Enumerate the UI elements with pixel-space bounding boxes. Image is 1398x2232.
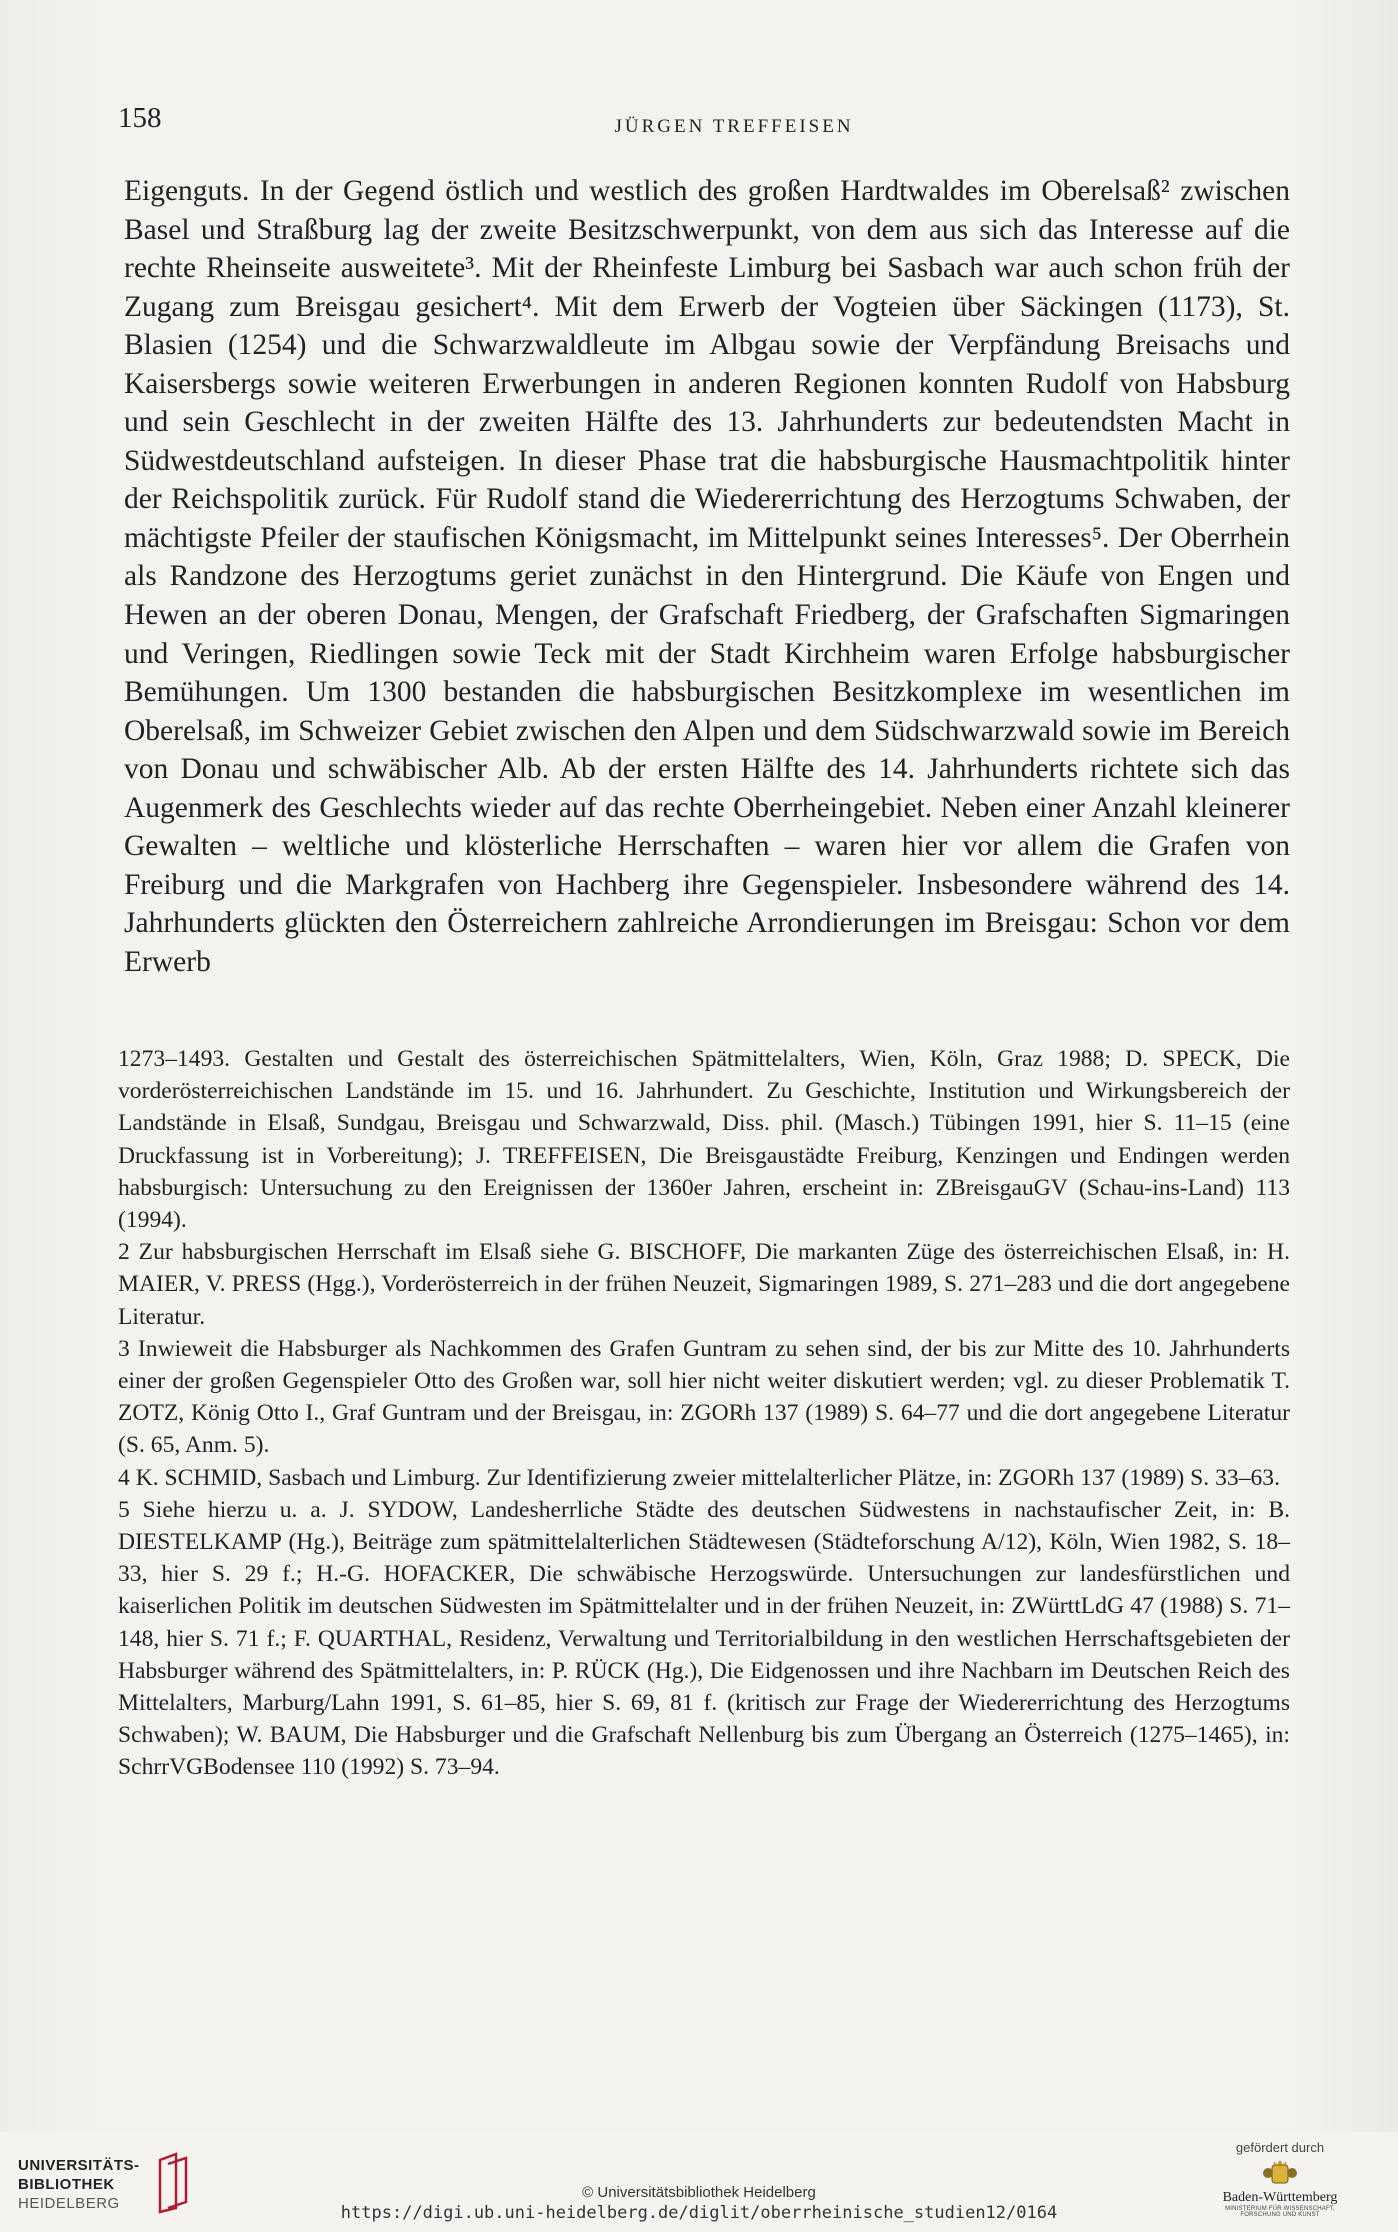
funder-subtitle: MINISTERIUM FÜR WISSENSCHAFT, FORSCHUNG UND KUNST bbox=[1225, 2206, 1335, 2218]
library-logo-line1: UNIVERSITÄTS- bbox=[18, 2157, 140, 2174]
copyright-notice: © Universitätsbibliothek Heidelberg bbox=[582, 2184, 816, 2201]
running-head-author: JÜRGEN TREFFEISEN bbox=[614, 116, 854, 137]
library-logo-line2: BIBLIOTHEK bbox=[18, 2176, 115, 2193]
library-logo-line3: HEIDELBERG bbox=[18, 2195, 120, 2212]
digitization-footer bbox=[0, 2132, 1398, 2232]
footnote-5: 5 Siehe hierzu u. a. J. SYDOW, Landesherrliche Städte des deutschen Südwestens in nachstaufischer Zeit, in: B. DIESTELKAMP (Hg.), Beiträge zum spätmittelalterlichen Städtewesen (Städteforschung A/12), Köln, Wien 1982, S. 18–33, hier S. 29 f.; H.-G. HOFACKER, Die schwäbische Herzogswürde. Untersuchungen zur landesfürstlichen und kaiserlichen Politik im deutschen Südwesten im Spätmittelalter und in der frühen Neuzeit, in: ZWürttLdG 47 (1988) S. 71–148, hier S. 71 f.; F. QUARTHAL, Residenz, Verwaltung und Territorialbildung in den westlichen Herrschaftsgebieten der Habsburger während des Spätmittelalters, in: P. RÜCK (Hg.), Die Eidgenossen und ihre Nachbarn im Deutschen Reich des Mittelalters, Marburg/Lahn 1991, S. 61–85, hier S. 69, 81 f. (kritisch zur Frage der Wiedererrichtung des Herzogtums Schwaben); W. BAUM, Die Habsburger und die Grafschaft Nellenburg bis zum Übergang an Österreich (1275–1465), in: SchrrVGBodensee 110 (1992) S. 73–94. bbox=[118, 1496, 1290, 1781]
running-head bbox=[118, 102, 1290, 142]
footnote-continuation: 1273–1493. Gestalten und Gestalt des österreichischen Spätmittelalters, Wien, Köln, Graz 1988; D. SPECK, Die vorderösterreichischen Landstände im 15. und 16. Jahrhundert. Zu Geschichte, Institution und Wirkungsbereich der Landstände in Elsaß, Sundgau, Breisgau und Schwarzwald, Diss. phil. (Masch.) Tübingen 1991, hier S. 11–15 (eine Druckfassung ist in Vorbereitung); J. TREFFEISEN, Die Breisgaustädte Freiburg, Kenzingen und Endingen werden habsburgisch: Untersuchung zu den Ereignissen der 1360er Jahren, erscheint in: ZBreisgauGV (Schau-ins-Land) 113 (1994). bbox=[118, 1046, 1290, 1234]
body-paragraph: Eigenguts. In der Gegend östlich und westlich des großen Hardtwaldes im Oberelsaß² zwischen Basel und Straßburg lag der zweite Besitzschwerpunkt, von dem aus sich das Interesse auf die rechte Rheinseite ausweitete³. Mit der Rheinfeste Limburg bei Sasbach war auch schon früh der Zugang zum Breisgau gesichert⁴. Mit dem Erwerb der Vogteien über Säckingen (1173), St. Blasien (1254) und die Schwarzwaldleute im Albgau sowie der Verpfändung Breisachs und Kaisersbergs sowie weiteren Erwerbungen in anderen Regionen konnten Rudolf von Habsburg und sein Geschlecht in der zweiten Hälfte des 13. Jahrhunderts zur bedeutendsten Macht in Südwestdeutschland aufsteigen. In dieser Phase trat die habsburgische Hausmachtpolitik hinter der Reichspolitik zurück. Für Rudolf stand die Wiedererrichtung des Herzogtums Schwaben, der mächtigste Pfeiler der staufischen Königsmacht, im Mittelpunkt seines Interesses⁵. Der Oberrhein als Randzone des Herzogtums geriet zunächst in den Hintergrund. Die Käufe von Engen und Hewen an der oberen Donau, Mengen, der Grafschaft Friedberg, der Grafschaften Sigmaringen und Veringen, Riedlingen sowie Teck mit der Stadt Kirchheim waren Erfolge habsburgischer Bemühungen. Um 1300 bestanden die habsburgischen Besitzkomplexe im wesentlichen im Oberelsaß, im Schweizer Gebiet zwischen den Alpen und dem Südschwarzwald sowie im Bereich von Donau und schwäbischer Alb. Ab der ersten Hälfte des 14. Jahrhunderts richtete sich das Augenmerk des Geschlechts wieder auf das rechte Oberrheingebiet. Neben einer Anzahl kleinerer Gewalten – weltliche und klösterliche Herrschaften – waren hier vor allem die Grafen von Freiburg und die Markgrafen von Hachberg ihre Gegenspieler. Insbesondere während des 14. Jahrhunderts glückten den Österreichern zahlreiche Arrondierungen im Breisgau: Schon vor dem Erwerb bbox=[124, 175, 1290, 978]
footnotes bbox=[118, 1043, 1290, 1784]
funded-by-label: gefördert durch bbox=[1235, 2140, 1325, 2155]
footnote-2: 2 Zur habsburgischen Herrschaft im Elsaß siehe G. BISCHOFF, Die markanten Züge des österreichischen Elsaß, in: H. MAIER, V. PRESS (Hgg.), Vorderösterreich in der frühen Neuzeit, Sigmaringen 1989, S. 271–283 und die dort angegebene Literatur. bbox=[118, 1239, 1290, 1330]
funder-block[interactable] bbox=[1210, 2140, 1350, 2218]
page-url-link[interactable]: https://digi.ub.uni-heidelberg.de/diglit/oberrheinische_studien12/0164 bbox=[340, 2203, 1058, 2223]
state-crest-icon bbox=[1262, 2159, 1298, 2185]
footnote-4: 4 K. SCHMID, Sasbach und Limburg. Zur Identifizierung zweier mittelalterlicher Plätze, in: ZGORh 137 (1989) S. 33–63. bbox=[118, 1464, 1280, 1491]
page-number: 158 bbox=[118, 102, 162, 134]
funder-name: Baden-Württemberg bbox=[1222, 2190, 1338, 2205]
footnote-3: 3 Inwieweit die Habsburger als Nachkommen des Grafen Guntram zu sehen sind, der bis zur Mitte des 10. Jahrhunderts einer der großen Gegenspieler Otto des Großen war, soll hier nicht weiter diskutiert werden; vgl. zu dieser Problematik T. ZOTZ, König Otto I., Graf Guntram und der Breisgau, in: ZGORh 137 (1989) S. 64–77 und die dort angegebene Literatur (S. 65, Anm. 5). bbox=[118, 1335, 1290, 1459]
